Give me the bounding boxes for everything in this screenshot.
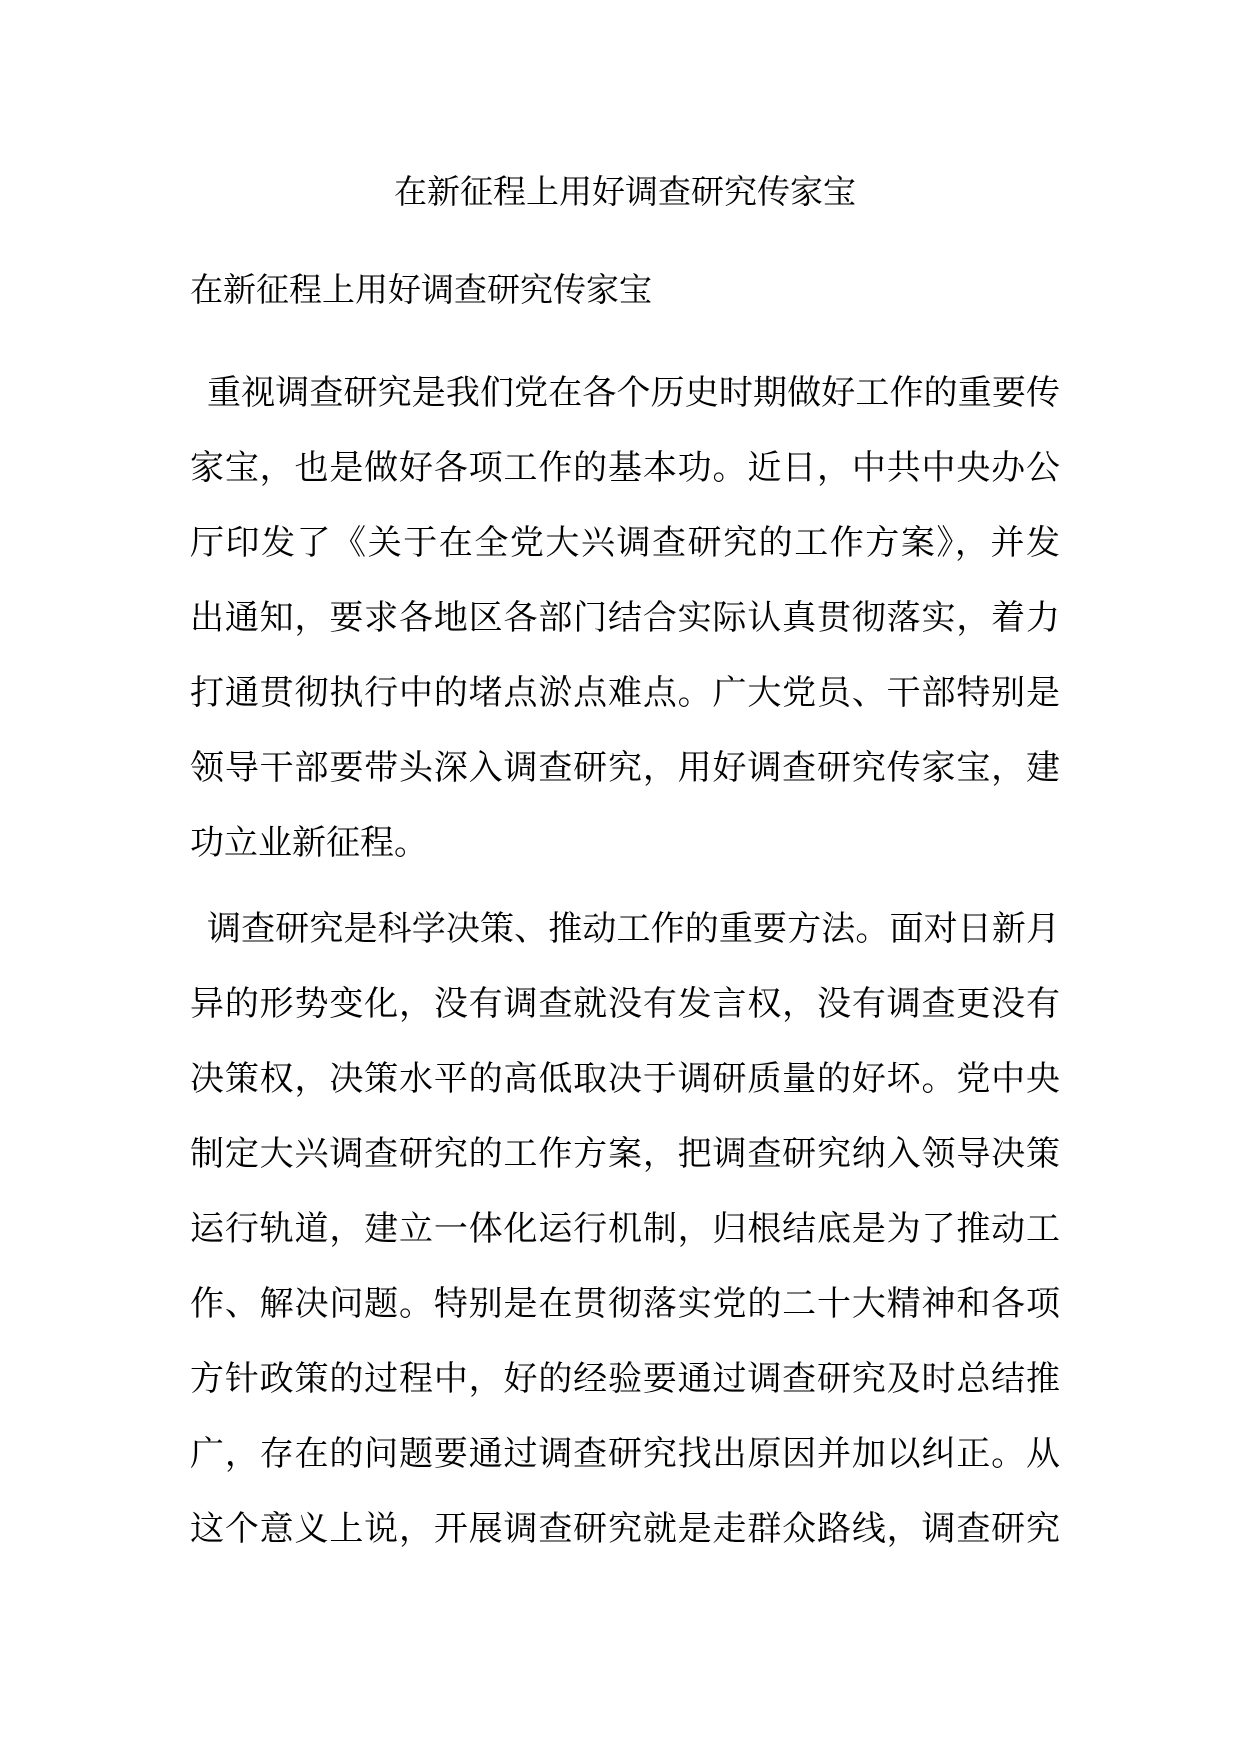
paragraph-line: 这个意义上说，开展调查研究就是走群众路线，调查研究 <box>190 1509 1060 1549</box>
section-heading: 在新征程上用好调查研究传家宝 <box>190 270 652 309</box>
paragraph-2 <box>190 892 1060 1567</box>
paragraph-1 <box>190 356 1060 881</box>
paragraph-line: 运行轨道，建立一体化运行机制，归根结底是为了推动工 <box>190 1209 1060 1249</box>
paragraph-line: 方针政策的过程中，好的经验要通过调查研究及时总结推 <box>190 1359 1060 1399</box>
paragraph-line: 作、解决问题。特别是在贯彻落实党的二十大精神和各项 <box>190 1284 1060 1324</box>
paragraph-line: 广，存在的问题要通过调查研究找出原因并加以纠正。从 <box>190 1434 1060 1474</box>
paragraph-line: 打通贯彻执行中的堵点淤点难点。广大党员、干部特别是 <box>190 673 1060 713</box>
paragraph-line: 领导干部要带头深入调查研究，用好调查研究传家宝，建 <box>190 748 1060 788</box>
page-title: 在新征程上用好调查研究传家宝 <box>394 172 856 211</box>
paragraph-line: 制定大兴调查研究的工作方案，把调查研究纳入领导决策 <box>190 1134 1060 1174</box>
paragraph-line: 厅印发了《关于在全党大兴调查研究的工作方案》，并发 <box>190 523 1060 563</box>
paragraph-line: 功立业新征程。 <box>190 823 428 863</box>
paragraph-line: 家宝，也是做好各项工作的基本功。近日，中共中央办公 <box>190 448 1060 488</box>
paragraph-line: 异的形势变化，没有调查就没有发言权，没有调查更没有 <box>190 984 1060 1024</box>
paragraph-line: 决策权，决策水平的高低取决于调研质量的好坏。党中央 <box>190 1059 1060 1099</box>
paragraph-line: 重视调查研究是我们党在各个历史时期做好工作的重要传 <box>207 373 1060 413</box>
paragraph-line: 调查研究是科学决策、推动工作的重要方法。面对日新月 <box>207 909 1060 949</box>
paragraph-line: 出通知，要求各地区各部门结合实际认真贯彻落实，着力 <box>190 598 1060 638</box>
